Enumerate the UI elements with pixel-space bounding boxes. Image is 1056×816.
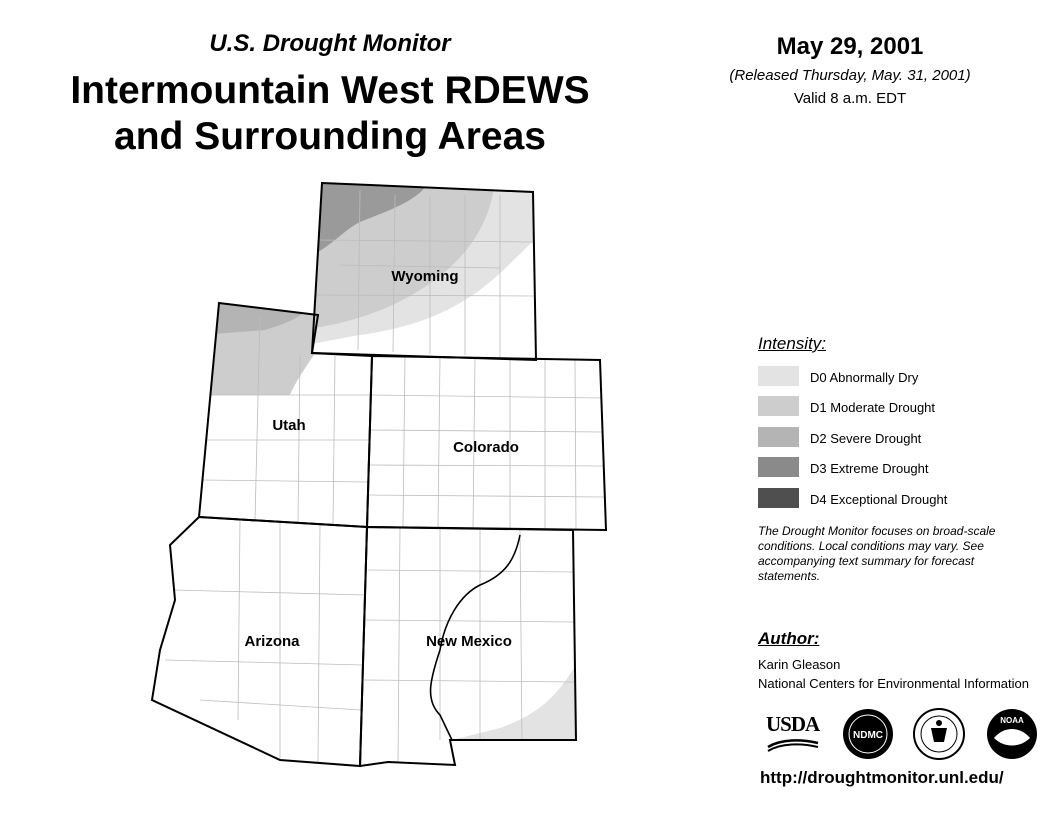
legend-swatch-d1 bbox=[758, 396, 799, 416]
map-date: May 29, 2001 bbox=[776, 33, 924, 60]
usda-logo-text: USDA bbox=[766, 712, 820, 736]
author-title: Author: bbox=[758, 629, 820, 648]
map-subtitle: U.S. Drought Monitor bbox=[209, 30, 451, 57]
author-organization: National Centers for Environmental Information bbox=[758, 676, 1029, 691]
usda-logo bbox=[766, 712, 822, 752]
legend-note: The Drought Monitor focuses on broad-scale conditions. Local conditions may vary. See accompanying text summary for forecast statements. bbox=[758, 524, 996, 583]
doc-seal-icon bbox=[913, 708, 965, 760]
legend-label-d1: D1 Moderate Drought bbox=[810, 400, 936, 415]
legend-title: Intensity: bbox=[758, 334, 827, 353]
noaa-logo bbox=[986, 708, 1038, 760]
legend-swatch-d3 bbox=[758, 457, 799, 477]
usda-swoosh-icon bbox=[766, 737, 820, 753]
state-label-new-mexico: New Mexico bbox=[426, 633, 512, 650]
title-line-1: Intermountain West RDEWS bbox=[70, 69, 590, 112]
state-label-arizona: Arizona bbox=[244, 633, 300, 650]
state-label-wyoming: Wyoming bbox=[391, 268, 459, 285]
ndmc-logo bbox=[842, 708, 894, 760]
legend-swatch-d2 bbox=[758, 427, 799, 447]
legend-label-d2: D2 Severe Drought bbox=[810, 431, 922, 446]
title-line-2: and Surrounding Areas bbox=[114, 115, 546, 158]
valid-time: Valid 8 a.m. EDT bbox=[793, 90, 907, 107]
noaa-logo-text: NOAA bbox=[1000, 716, 1024, 725]
legend-label-d0: D0 Abnormally Dry bbox=[810, 370, 919, 385]
legend-label-d4: D4 Exceptional Drought bbox=[810, 492, 948, 507]
website-url[interactable]: http://droughtmonitor.unl.edu/ bbox=[760, 768, 1004, 787]
legend-swatch-d4 bbox=[758, 488, 799, 508]
ndmc-logo-text: NDMC bbox=[853, 730, 883, 741]
state-label-colorado: Colorado bbox=[453, 439, 519, 456]
author-name: Karin Gleason bbox=[758, 657, 841, 672]
release-date: (Released Thursday, May. 31, 2001) bbox=[729, 67, 971, 84]
legend-swatch-d0 bbox=[758, 366, 799, 386]
legend-label-d3: D3 Extreme Drought bbox=[810, 461, 929, 476]
state-label-utah: Utah bbox=[272, 417, 306, 434]
